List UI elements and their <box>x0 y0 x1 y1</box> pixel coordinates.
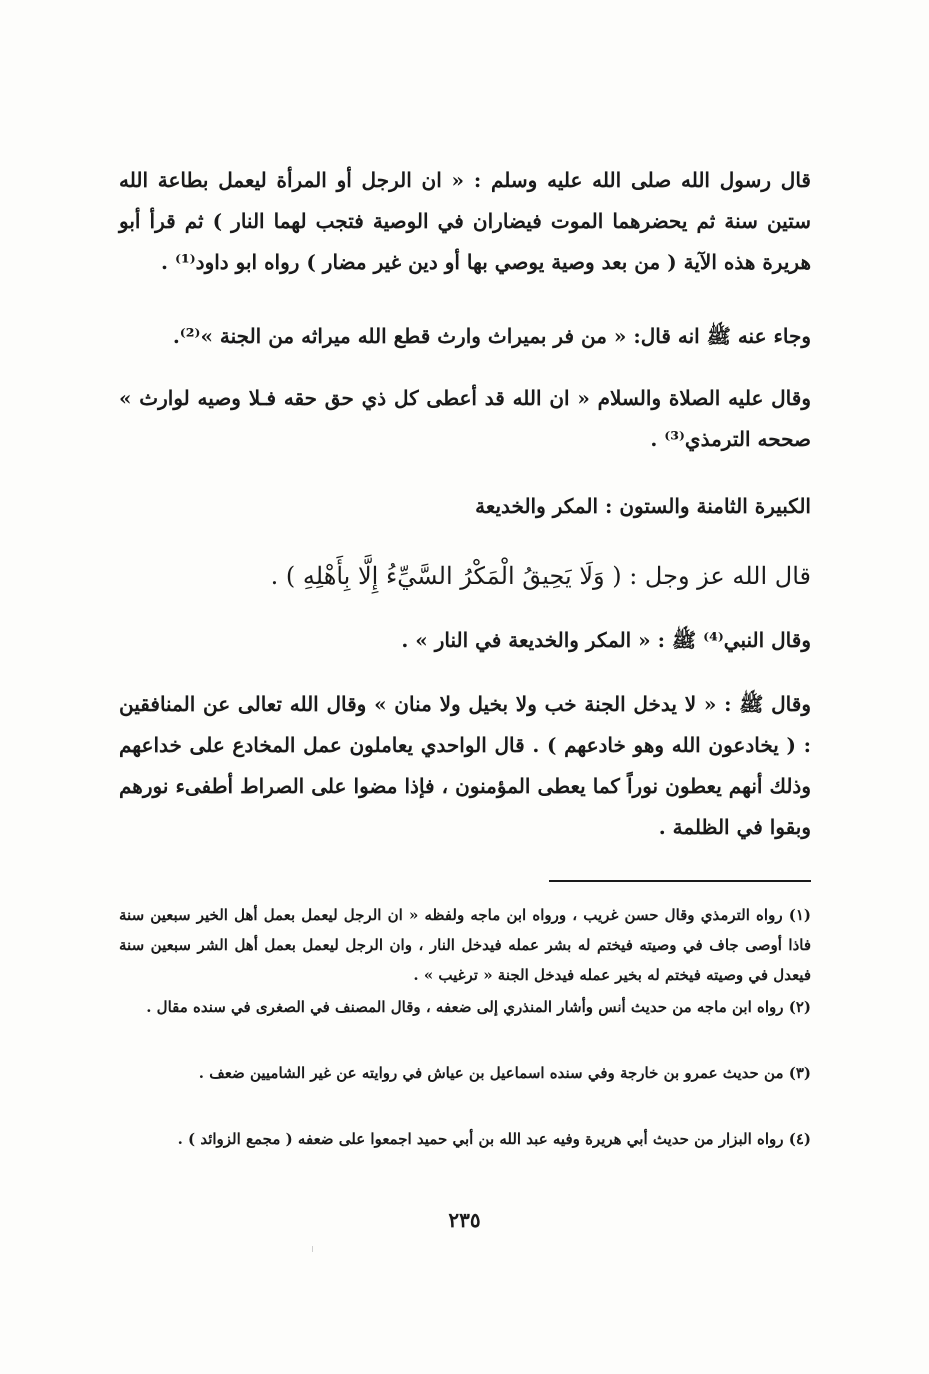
footnote-1: (١) رواه الترمذي وقال حسن غريب ، ورواه ابن ماجه ولفظه « ان الرجل ليعمل بعمل أهل الخير سبعين سنة فاذا أوصى جاف في وصيته فيختم له بشر عمله فيدخل النار ، وان الرجل ليعمل بعمل أهل الشر سبعين سنة فيعدل في وصيته فيختم له بخير عمله فيدخل الجنة « ترغيب » . <box>119 906 811 984</box>
paragraph-no-will-for-heir: وقال عليه الصلاة والسلام « ان الله قد أعطى كل ذي حق حقه فـلا وصيه لوارث » صححه الترمذي⁽³⁾ . <box>119 386 811 451</box>
footnote-separator <box>549 880 811 882</box>
scan-speck <box>312 1246 313 1252</box>
footnote-3: (٣) من حديث عمرو بن خارجة وفي سنده اسماعيل بن عياش في روايته عن غير الشاميين ضعف . <box>198 1064 811 1082</box>
paragraph-hypocrites: وقال ﷺ : « لا يدخل الجنة خب ولا بخيل ولا منان » وقال الله تعالى عن المنافقين : ( يخادعون الله وهو خادعهم ) . قال الواحدي يعاملون عمل المخادع على خداعهم وذلك أنهم يعطون نوراً كما يعطى المؤمنون ، فإذا مضوا على الصراط أطفىء نورهم وبقوا في الظلمة . <box>119 692 811 839</box>
section-heading: الكبيرة الثامنة والستون : المكر والخديعة <box>475 494 811 518</box>
footnote-2: (٢) رواه ابن ماجه من حديث أنس وأشار المنذري إلى ضعفه ، وقال المصنف في الصغرى في سنده مقال . <box>146 998 811 1016</box>
footnote-4: (٤) رواه البزار من حديث أبي هريرة وفيه عبد الله بن أبي حميد اجمعوا على ضعفه ( مجمع الزوائد ) . <box>177 1130 811 1148</box>
quran-verse-line: قال الله عز وجل : ( وَلَا يَحِيقُ الْمَكْرُ السَّيِّءُ إِلَّا بِأَهْلِهِ ) . <box>270 562 811 590</box>
paragraph-inheritance-harm: قال رسول الله صلى الله عليه وسلم : « ان الرجل أو المرأة ليعمل بطاعة الله ستين سنة ثم يحضرهما الموت فيضاران في الوصية فتجب لهما النار ) ثم قرأ أبو هريرة هذه الآية ( من بعد وصية يوصي بها أو دين غير مضار ) رواه ابو داود⁽¹⁾ . <box>119 168 811 274</box>
hadith-line: وقال النبي⁽⁴⁾ ﷺ : « المكر والخديعة في النار » . <box>401 628 811 652</box>
paragraph-fleeing-inheritance: وجاء عنه ﷺ انه قال: « من فر بميراث وارث قطع الله ميراثه من الجنة »⁽²⁾. <box>172 324 811 348</box>
page-number: ٢٣٥ <box>448 1208 481 1232</box>
